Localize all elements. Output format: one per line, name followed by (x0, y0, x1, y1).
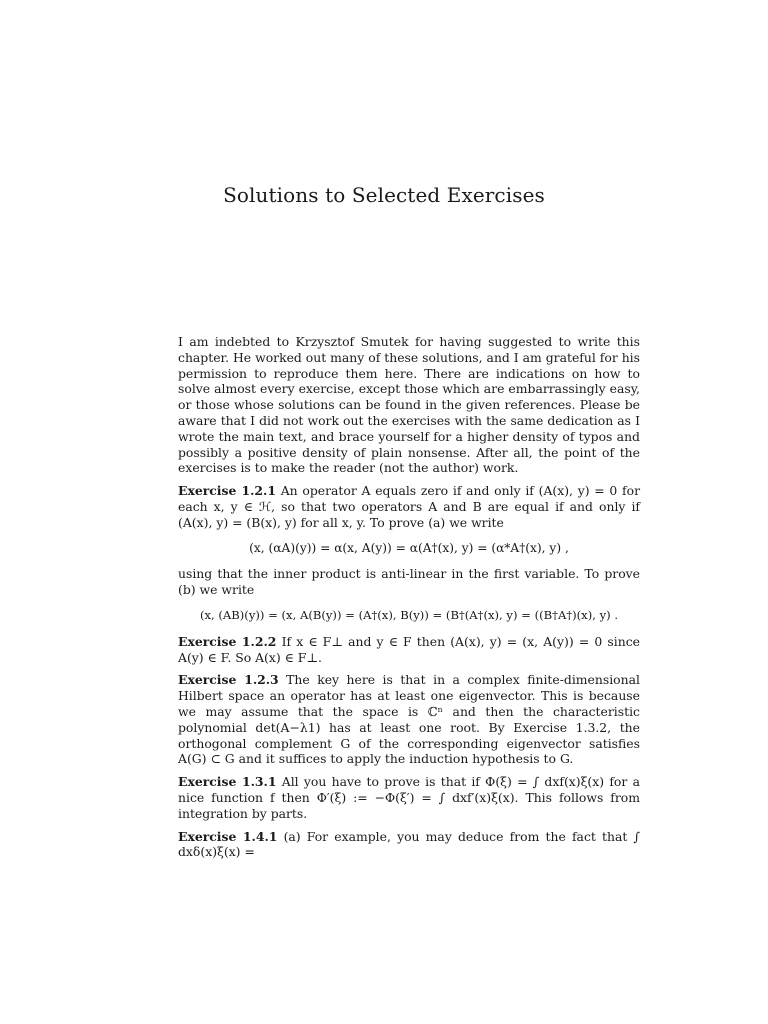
exercise-1-2-3 (178, 672, 640, 767)
exercise-text-continued: using that the inner product is anti-linear in the first variable. To prove (b) we write (178, 566, 640, 598)
exercise-text: All you have to prove is that if Φ(ξ) = ∫ dxf(x)ξ(x) for a nice function f then Φ′(ξ) := −Φ(ξ′) = ∫ dxf′(x)ξ(x). This follows from integration by parts. (178, 774, 640, 821)
exercise-text: (a) For example, you may deduce from the fact that ∫ dxδ(x)ξ(x) = (178, 828, 640, 860)
exercise-label: Exercise 1.2.2 (178, 633, 277, 649)
exercise-1-2-2 (178, 634, 640, 666)
chapter-title: Solutions to Selected Exercises (223, 183, 545, 207)
exercise-1-4-1 (178, 829, 640, 861)
exercise-label: Exercise 1.3.1 (178, 774, 277, 790)
chapter-body (178, 334, 640, 867)
equation: (x, (αA)(y)) = α(x, A(y)) = α(A†(x), y) = (α*A†(x), y) , (249, 540, 569, 555)
exercise-label: Exercise 1.2.3 (178, 672, 279, 688)
equation: (x, (AB)(y)) = (x, A(B(y)) = (A†(x), B(y)) = (B†(A†(x), y) = ((B†A†)(x), y) . (199, 607, 619, 622)
exercise-1-2-1 (178, 483, 640, 530)
intro-paragraph: I am indebted to Krzysztof Smutek for having suggested to write this chapter. He worked out many of these solutions, and I am grateful for his permission to reproduce them here. There are indications on how to solve almost every exercise, except those which are embarrassingly easy, or those whose solutions can be found in the given references. Please be aware that I did not work out the exercises with the same dedication as I wrote the main text, and brace yourself for a higher density of typos and possibly a positive density of plain nonsense. After all, the point of the exercises is to make the reader (not the author) work. (178, 334, 640, 476)
exercise-label: Exercise 1.4.1 (178, 828, 278, 844)
exercise-1-3-1 (178, 774, 640, 821)
exercise-text: The key here is that in a complex finite-dimensional Hilbert space an operator has at least one eigenvector. This is because we may assume that the space is ℂⁿ and then the characteristic polynomial det(A−λ1) has at least one root. By Exercise 1.3.2, the orthogonal complement G of the corresponding eigenvector satisfies A(G) ⊂ G and it suffices to apply the induction hypothesis to G. (178, 672, 640, 767)
exercise-label: Exercise 1.2.1 (178, 483, 276, 499)
exercise-text: If x ∈ F⊥ and y ∈ F then (A(x), y) = (x, A(y)) = 0 since A(y) ∈ F. So A(x) ∈ F⊥. (178, 633, 640, 665)
exercise-text: An operator A equals zero if and only if (A(x), y) = 0 for each x, y ∈ ℋ, so that two operators A and B are equal if and only if (A(x), y) = (B(x), y) for all x, y. To prove (a) we write (178, 483, 640, 530)
